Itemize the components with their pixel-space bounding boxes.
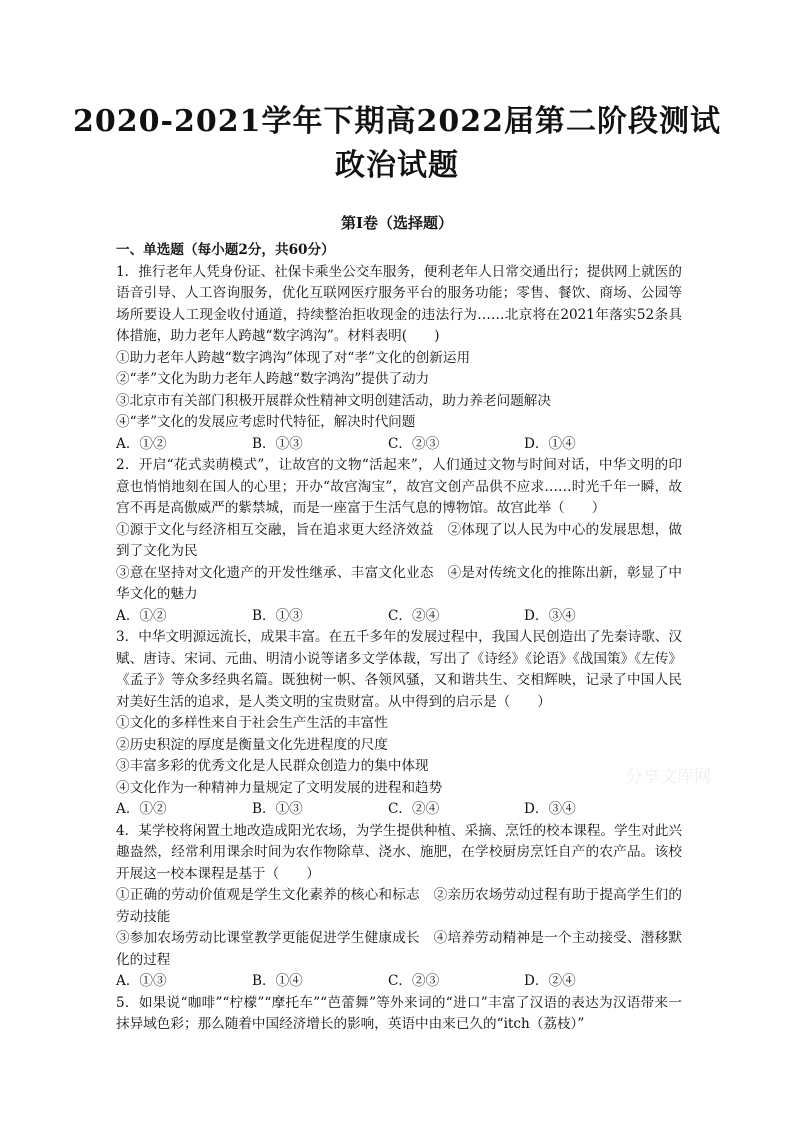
question-stem: 1．推行老年人凭身份证、社保卡乘坐公交车服务，便利老年人日常交通出行；提供网上就医的语音引导、人工咨询服务，优化互联网医疗服务平台的服务功能；零售、餐饮、商场、公园等场所要设人工现金收付通道，持续整治拒收现金的违法行为……北京将在2021年落实52条具体措施，助力老年人跨越“数字鸿沟”。材料表明( ) bbox=[116, 263, 682, 344]
answer-options bbox=[116, 606, 682, 628]
option-c: C．②④ bbox=[388, 607, 440, 624]
question-3 bbox=[116, 627, 682, 821]
question-stem: 2．开启“花式卖萌模式”，让故宫的文物“活起来”，人们通过文物与时间对话，中华文明的印意也悄悄地刻在国人的心里；开办“故宫淘宝”，故宫文创产品供不应求……时光千年一瞬，故宫不再是高傲威严的紫禁城，而是一座富于生活气息的博物馆。故宫此举（ ） bbox=[116, 457, 682, 516]
section-title: 一、单选题（每小题2分，共60分） bbox=[116, 242, 335, 258]
question-5 bbox=[116, 993, 682, 1036]
answer-options bbox=[116, 434, 682, 456]
option-d: D．③④ bbox=[524, 801, 576, 817]
option-c: C．②③ bbox=[388, 973, 440, 989]
option-c: C．②④ bbox=[388, 801, 440, 817]
option-a: A．①③ bbox=[116, 973, 167, 989]
question-item: ③参加农场劳动比课堂教学更能促进学生健康成长 ④培养劳动精神是一个主动接受、潜移默化的过程 bbox=[116, 930, 682, 968]
question-item: ③意在坚持对文化遗产的开发性继承、丰富文化业态 ④是对传统文化的推陈出新，彰显了中华文化的魅力 bbox=[116, 564, 682, 602]
option-b: B．①③ bbox=[252, 435, 303, 452]
answer-options bbox=[116, 971, 682, 993]
question-2 bbox=[116, 455, 682, 627]
question-1 bbox=[116, 262, 682, 456]
question-stem: 4．某学校将闲置土地改造成阳光农场，为学生提供种植、采摘、烹饪的校本课程。学生对此兴趣盎然，经常利用课余时间为农作物除草、浇水、施肥，在学校厨房烹饪自产的农产品。该校开展这一校本课程是基于（ ） bbox=[116, 822, 682, 882]
option-c: C．②③ bbox=[388, 435, 440, 452]
part-title: 第Ⅰ卷（选择题） bbox=[340, 214, 454, 232]
exam-title-line1: 2020-2021学年下期高2022届第二阶段测试 bbox=[73, 104, 721, 139]
question-item: ①助力老年人跨越“数字鸿沟”体现了对“孝”文化的创新运用 bbox=[116, 349, 471, 366]
question-item: ③北京市有关部门积极开展群众性精神文明创建活动，助力养老问题解决 bbox=[116, 392, 551, 409]
option-b: B．①④ bbox=[252, 973, 303, 989]
question-item: ④“孝”文化的发展应考虑时代特征，解决时代问题 bbox=[116, 414, 416, 430]
question-4 bbox=[116, 821, 682, 993]
option-a: A．①② bbox=[116, 607, 167, 624]
option-d: D．②④ bbox=[524, 973, 576, 989]
option-b: B．①③ bbox=[252, 801, 303, 817]
question-item: ②历史积淀的厚度是衡量文化先进程度的尺度 bbox=[116, 736, 388, 753]
watermark: 分享文库网 bbox=[626, 767, 711, 787]
answer-options bbox=[116, 799, 682, 821]
option-b: B．①③ bbox=[252, 607, 303, 624]
option-a: A．①② bbox=[116, 435, 167, 452]
question-item: ①正确的劳动价值观是学生文化素养的核心和标志 ②亲历农场劳动过程有助于提高学生们的劳动技能 bbox=[116, 887, 682, 925]
question-item: ③丰富多彩的优秀文化是人民群众创造力的集中体现 bbox=[116, 758, 429, 774]
option-d: D．③④ bbox=[524, 607, 576, 624]
exam-title-line2: 政治试题 bbox=[335, 148, 459, 183]
question-item: ②“孝”文化为助力老年人跨越“数字鸿沟”提供了动力 bbox=[116, 371, 430, 387]
question-item: ①文化的多样性来自于社会生产生活的丰富性 bbox=[116, 715, 388, 731]
question-stem: 3．中华文明源远流长，成果丰富。在五千多年的发展过程中，我国人民创造出了先秦诗歌、汉赋、唐诗、宋词、元曲、明清小说等诸多文学体裁，写出了《诗经》《论语》《战国策》《左传》《孟子》等众多经典名篇。既独树一帜、各领风骚，又和谐共生、交相辉映，记录了中国人民对美好生活的追求，是人类文明的宝贵财富。从中得到的启示是（ ） bbox=[116, 629, 682, 710]
option-a: A．①② bbox=[116, 801, 167, 817]
option-d: D．①④ bbox=[524, 435, 576, 452]
question-list bbox=[116, 240, 682, 1036]
question-stem: 5．如果说“咖啡”“柠檬”“摩托车”“芭蕾舞”等外来词的“进口”丰富了汉语的表达为汉语带来一抹异域色彩；那么随着中国经济增长的影响，英语中由来已久的“itch（荔枝）” bbox=[116, 994, 682, 1032]
question-item: ④文化作为一种精神力量规定了文明发展的进程和趋势 bbox=[116, 779, 443, 796]
question-item: ①源于文化与经济相互交融，旨在追求更大经济效益 ②体现了以人民为中心的发展思想，做到了文化为民 bbox=[116, 521, 682, 559]
